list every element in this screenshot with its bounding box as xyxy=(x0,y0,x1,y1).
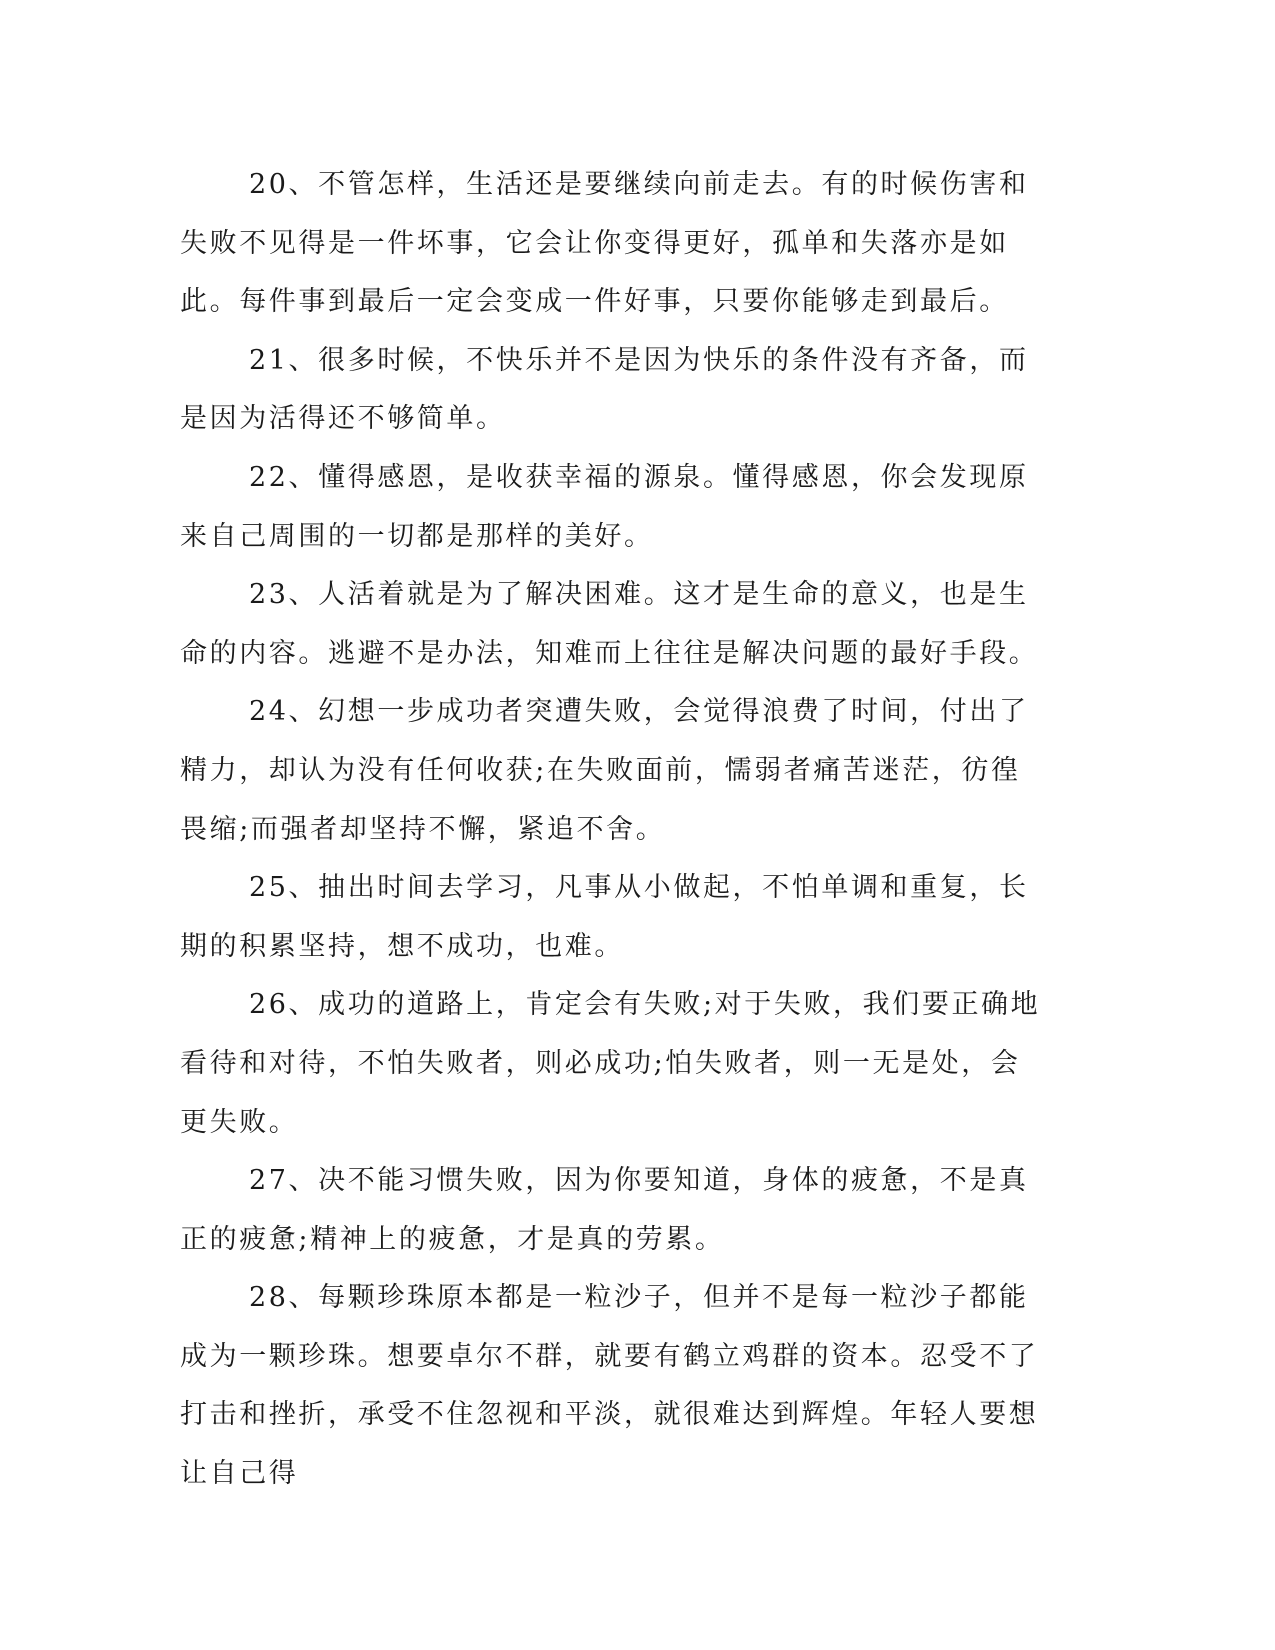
paragraph-28: 28、每颗珍珠原本都是一粒沙子，但并不是每一粒沙子都能成为一颗珍珠。想要卓尔不群，就要有鹤立鸡群的资本。忍受不了打击和挫折，承受不住忽视和平淡，就很难达到辉煌。年轻人要想让自己得 xyxy=(180,1282,1039,1490)
paragraph-24: 24、幻想一步成功者突遭失败，会觉得浪费了时间，付出了精力，却认为没有任何收获;在失败面前，懦弱者痛苦迷茫，彷徨畏缩;而强者却坚持不懈，紧追不舍。 xyxy=(180,696,1029,845)
paragraph-23: 23、人活着就是为了解决困难。这才是生命的意义，也是生命的内容。逃避不是办法，知难而上往往是解决问题的最好手段。 xyxy=(180,579,1039,669)
document-body xyxy=(180,156,1050,1504)
paragraph-25: 25、抽出时间去学习，凡事从小做起，不怕单调和重复，长期的积累坚持，想不成功，也难。 xyxy=(180,872,1029,962)
paragraph-22: 22、懂得感恩，是收获幸福的源泉。懂得感恩，你会发现原来自己周围的一切都是那样的美好。 xyxy=(180,461,1029,552)
paragraph-27: 27、决不能习惯失败，因为你要知道，身体的疲惫，不是真正的疲惫;精神上的疲惫，才是真的劳累。 xyxy=(180,1165,1029,1255)
paragraph-20: 20、不管怎样，生活还是要继续向前走去。有的时候伤害和失败不见得是一件坏事，它会让你变得更好，孤单和失落亦是如此。每件事到最后一定会变成一件好事，只要你能够走到最后。 xyxy=(180,169,1029,318)
paragraph-21: 21、很多时候，不快乐并不是因为快乐的条件没有齐备，而是因为活得还不够简单。 xyxy=(180,344,1029,435)
paragraph-26: 26、成功的道路上，肯定会有失败;对于失败，我们要正确地看待和对待，不怕失败者，则必成功;怕失败者，则一无是处，会更失败。 xyxy=(180,989,1041,1138)
